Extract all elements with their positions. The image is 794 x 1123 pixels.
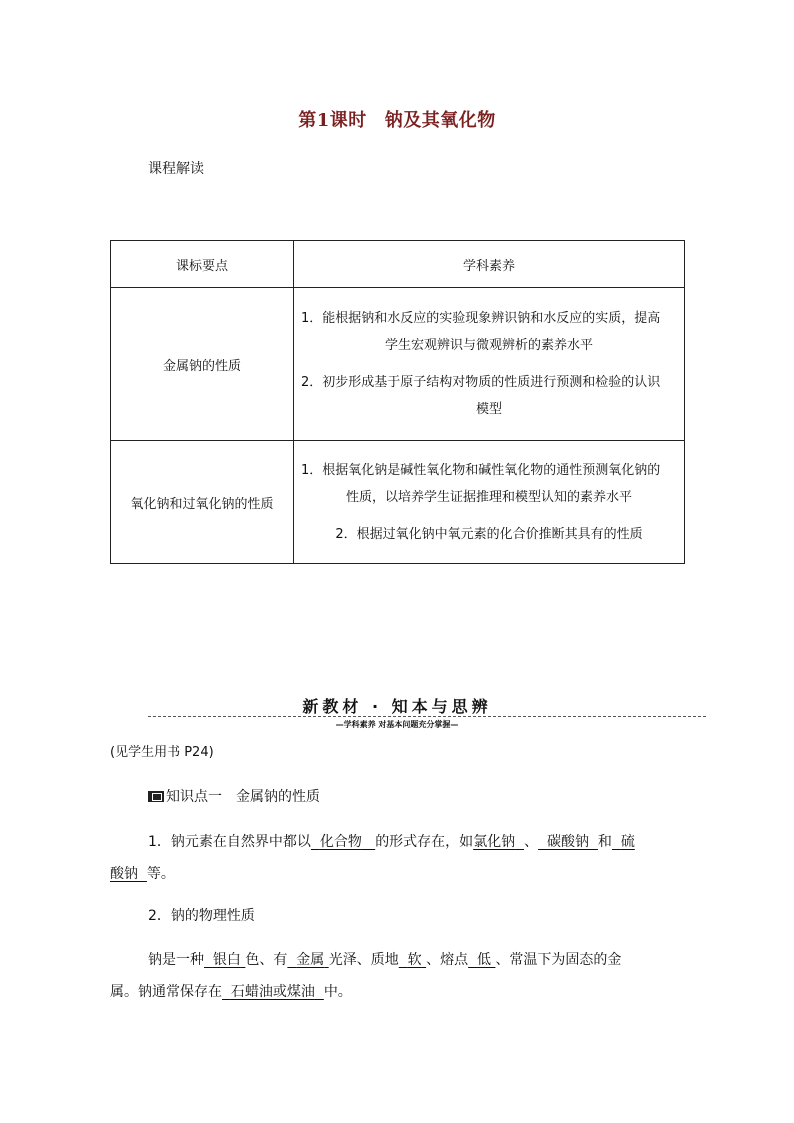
answer-blank: 碳酸钠 [547,834,589,850]
course-reading-label: 课程解读 [148,161,204,177]
literacy-line: 学生宏观辨识与微观辨析的素养水平 [384,338,593,353]
item-1-paragraph: 1．钠元素在自然界中都以 化合物 的形式存在，如氯化钠 、 碳酸钠 和 硫 酸钠 等。 [110,834,635,882]
student-book-reference: (见学生用书 P24) [110,745,214,760]
table-header-row [111,241,685,288]
answer-blank: 低 [476,952,491,968]
section-divider [148,716,706,717]
literacy-line: 性质，以培养学生证据推理和模型认知的素养水平 [345,489,632,505]
answer-blank: 软 [407,952,422,968]
table-header-cell: 学科素养 [294,241,685,288]
answer-blank: 化合物 [319,834,362,850]
answer-blank: 石蜡油或煤油 [230,984,315,1000]
knowledge-point-label: 知识点一 [166,789,222,805]
lesson-topic: 钠及其氧化物 [384,110,496,131]
answer-blank: 金属 [296,952,325,968]
answer-blank: 银白 [212,952,241,968]
item-2-heading: 2．钠的物理性质 [148,908,255,924]
literacy-line: 2．根据过氧化钠中氧元素的化合价推断其具有的性质 [335,526,643,542]
lesson-number: 第1课时 [298,110,367,131]
knowledge-point-name: 金属钠的性质 [236,789,320,805]
section-title: 新教材 · 知本与思辨 [302,697,492,716]
knowledge-point-heading [148,786,320,806]
table-header-cell: 课标要点 [111,241,294,288]
item-3-paragraph: 钠是一种 银白 色、有 金属 光泽、质地 软 、熔点 低 、常温下为固态的金 属。钠通常保存在 石蜡油或煤油 中。 [110,952,622,1000]
curriculum-table [110,240,685,564]
page-title [0,106,794,132]
literacy-line: 1．能根据钠和水反应的实验现象辨识钠和水反应的实质，提高 [301,311,661,326]
knowledge-point-icon [148,791,164,802]
table-row [111,288,685,441]
literacy-line: 2．初步形成基于原子结构对物质的性质进行预测和检验的认识 [301,375,661,390]
answer-blank: 酸钠 [110,866,138,882]
table-cell-literacy [294,288,685,441]
table-cell-literacy [294,441,685,564]
literacy-line: 1．根据氧化钠是碱性氧化物和碱性氧化物的通性预测氧化钠的 [301,462,661,478]
literacy-line: 模型 [475,402,502,417]
answer-blank: 氯化钠 [473,834,516,850]
table-cell-point: 氧化钠和过氧化钠的性质 [111,441,294,564]
section-subtitle: —学科素养 对基本问题充分掌握— [335,720,459,729]
table-cell-point: 金属钠的性质 [111,288,294,441]
answer-blank: 硫 [620,834,635,850]
table-row [111,441,685,564]
